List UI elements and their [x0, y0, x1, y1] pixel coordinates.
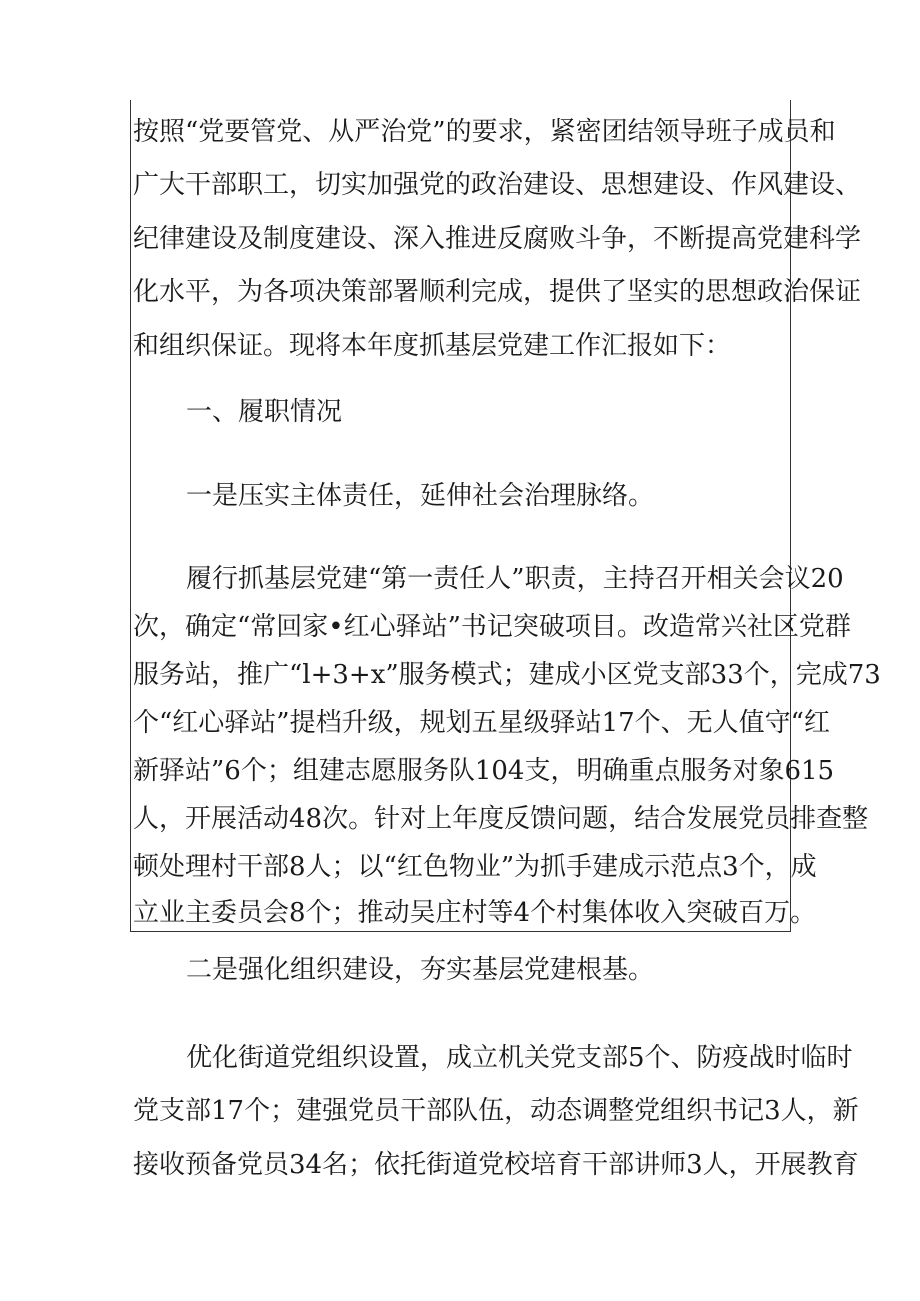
subheading-2: 二是强化组织建设，夯实基层党建根基。 [186, 955, 655, 985]
section-heading: 一、履职情况 [186, 397, 343, 427]
para2-line-2: 党支部17个；建强党员干部队伍，动态调整党组织书记3人，新 [133, 1096, 859, 1126]
para1-line-2: 次，确定“常回家•红心驿站”书记突破项目。改造常兴社区党群 [133, 612, 851, 642]
para1-line-4: 个“红心驿站”提档升级，规划五星级驿站17个、无人值守“红 [133, 708, 830, 738]
intro-line-3: 纪律建设及制度建设、深入推进反腐败斗争，不断提高党建科学 [133, 224, 862, 254]
para1-line-7: 顿处理村干部8人；以“红色物业”为抓手建成示范点3个，成 [133, 852, 817, 882]
para1-line-5: 新驿站”6个；组建志愿服务队104支，明确重点服务对象615 [133, 756, 835, 786]
para1-line-6: 人，开展活动48次。针对上年度反馈问题，结合发展党员排查整 [133, 804, 869, 834]
para2-line-3: 接收预备党员34名；依托街道党校培育干部讲师3人，开展教育 [133, 1150, 859, 1180]
intro-line-5: 和组织保证。现将本年度抓基层党建工作汇报如下： [133, 331, 732, 361]
para1-line-1: 履行抓基层党建“第一责任人”职责，主持召开相关会议20 [186, 564, 844, 594]
subheading-1: 一是压实主体责任，延伸社会治理脉络。 [186, 481, 655, 511]
para2-line-1: 优化街道党组织设置，成立机关党支部5个、防疫战时临时 [186, 1043, 853, 1073]
intro-line-2: 广大干部职工，切实加强党的政治建设、思想建设、作风建设、 [133, 170, 862, 200]
intro-line-4: 化水平，为各项决策部署顺利完成，提供了坚实的思想政治保证 [133, 277, 862, 307]
para1-line-3: 服务站，推广“l+3+x”服务模式；建成小区党支部33个，完成73 [133, 660, 881, 690]
para1-line-8: 立业主委员会8个；推动吴庄村等4个村集体收入突破百万。 [133, 898, 817, 928]
intro-line-1: 按照“党要管党、从严治党”的要求，紧密团结领导班子成员和 [133, 117, 836, 147]
